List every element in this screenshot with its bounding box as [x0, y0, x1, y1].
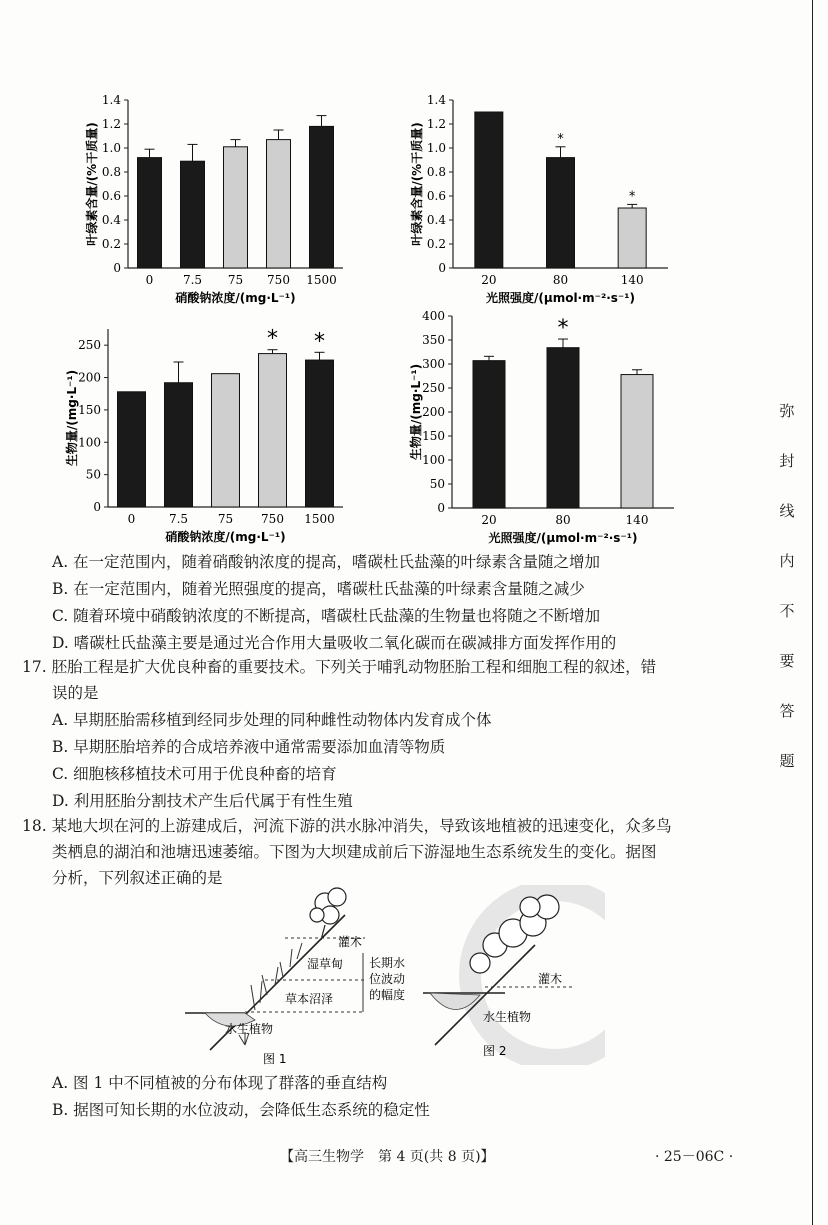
bar — [618, 208, 646, 268]
y-tick-label: 0.6 — [426, 189, 446, 203]
q17-option-a: A. 早期胚胎需移植到经同步处理的同种雌性动物体内发育成个体 — [52, 711, 492, 729]
y-tick-label: 0.2 — [426, 237, 446, 251]
q17-option-c: C. 细胞核移植技术可用于优良种畜的培育 — [52, 765, 337, 783]
margin-char: 弥 — [779, 402, 795, 420]
chart-chlorophyll-light — [405, 88, 685, 312]
significance-star: * — [557, 131, 564, 147]
y-tick-label: 1.2 — [426, 117, 446, 131]
margin-char: 内 — [779, 552, 795, 570]
y-tick-label: 0.2 — [101, 237, 121, 251]
x-tick-label: 80 — [552, 273, 569, 287]
y-tick-label: 0 — [437, 501, 445, 515]
y-tick-label: 1.4 — [426, 93, 446, 107]
label-shrub-1: 灌木 — [338, 935, 363, 949]
label-range-1: 长期水 — [369, 956, 406, 970]
y-tick-label: 1.2 — [101, 117, 121, 131]
margin-char: 答 — [779, 702, 795, 720]
y-tick-label: 250 — [78, 338, 101, 353]
y-tick-label: 200 — [78, 370, 101, 385]
bar — [547, 158, 575, 268]
footer-page-info: 【高三生物学 第 4 页(共 8 页)】 — [280, 1149, 495, 1165]
chart-svg — [400, 308, 690, 546]
bar — [267, 140, 291, 268]
y-tick-label: 200 — [422, 405, 445, 419]
y-tick-label: 400 — [422, 309, 445, 323]
y-tick-label: 1.0 — [101, 141, 121, 155]
margin-char: 要 — [779, 652, 795, 670]
bar — [165, 383, 193, 507]
chart-svg — [405, 88, 685, 308]
chart-biomass-light — [400, 308, 690, 550]
q18-stem-line2: 类栖息的湖泊和池塘迅速萎缩。下图为大坝建成前后下游湿地生态系统发生的变化。据图 — [52, 843, 657, 861]
margin-char: 线 — [779, 502, 795, 520]
q17-option-d: D. 利用胚胎分割技术产生后代属于有性生殖 — [52, 792, 353, 810]
x-axis-title: 硝酸钠浓度/(mg·L⁻¹) — [175, 291, 296, 305]
x-tick-label: 7.5 — [168, 512, 189, 526]
label-range-3: 的幅度 — [369, 988, 406, 1002]
q17-stem-line2: 误的是 — [52, 684, 99, 702]
chart-svg — [80, 88, 360, 308]
margin-char: 不 — [779, 602, 795, 620]
y-tick-label: 0.4 — [426, 213, 446, 227]
chart-chlorophyll-nitrate — [80, 88, 360, 312]
y-axis-title: 叶绿素含量/(%干质量) — [85, 122, 99, 246]
y-tick-label: 1.4 — [101, 93, 121, 107]
x-axis-title: 光照强度/(μmol·m⁻²·s⁻¹) — [486, 291, 635, 305]
chart-svg — [60, 315, 360, 545]
margin-rule — [812, 0, 813, 1225]
q18-stem-line1: 18. 某地大坝在河的上游建成后，河流下游的洪水脉冲消失，导致该地植被的迅速变化，众多鸟 — [22, 817, 672, 835]
x-tick-label: 750 — [261, 512, 284, 526]
y-tick-label: 50 — [85, 467, 101, 482]
significance-star: * — [628, 189, 636, 205]
x-tick-label: 20 — [481, 273, 497, 287]
margin-char: 封 — [779, 452, 795, 470]
x-tick-label: 80 — [555, 513, 571, 527]
significance-star: * — [267, 326, 278, 352]
bar — [547, 348, 579, 508]
bar — [621, 375, 653, 508]
x-tick-label: 1500 — [304, 512, 335, 526]
x-tick-label: 140 — [620, 273, 644, 287]
fig1-caption: 图 1 — [263, 1052, 287, 1065]
y-axis-title: 生物量/(mg·L⁻¹) — [409, 363, 423, 461]
x-axis-title: 光照强度/(μmol·m⁻²·s⁻¹) — [488, 531, 638, 545]
x-tick-label: 75 — [217, 512, 234, 526]
y-tick-label: 50 — [429, 477, 445, 491]
y-tick-label: 350 — [422, 333, 445, 347]
bar — [212, 374, 240, 507]
q16-option-c: C. 随着环境中硝酸钠浓度的不断提高，嗜碳杜氏盐藻的生物量也将随之不断增加 — [52, 607, 601, 625]
y-tick-label: 0.8 — [101, 165, 121, 179]
q18-option-b: B. 据图可知长期的水位波动，会降低生态系统的稳定性 — [52, 1101, 430, 1119]
y-tick-label: 0.8 — [426, 165, 446, 179]
y-tick-label: 100 — [78, 435, 101, 450]
q16-option-a: A. 在一定范围内，随着硝酸钠浓度的提高，嗜碳杜氏盐藻的叶绿素含量随之增加 — [52, 553, 601, 571]
y-tick-label: 250 — [422, 381, 445, 395]
margin-char: 题 — [779, 752, 795, 770]
y-tick-label: 100 — [422, 453, 445, 467]
label-range-2: 位波动 — [369, 972, 406, 986]
x-tick-label: 75 — [227, 273, 244, 287]
label-aquatic-2: 水生植物 — [483, 1010, 532, 1024]
y-tick-label: 0.6 — [101, 189, 121, 203]
y-tick-label: 0 — [438, 261, 446, 275]
x-tick-label: 0 — [127, 512, 136, 526]
bar — [310, 126, 334, 268]
bar — [306, 360, 334, 507]
q16-option-b: B. 在一定范围内，随着光照强度的提高，嗜碳杜氏盐藻的叶绿素含量随之减少 — [52, 580, 585, 598]
y-tick-label: 150 — [422, 429, 445, 443]
label-aquatic-1: 水生植物 — [225, 1022, 274, 1036]
wetland-figure-svg — [185, 885, 605, 1065]
y-tick-label: 150 — [78, 402, 101, 417]
label-marsh: 草本沼泽 — [285, 992, 334, 1006]
y-tick-label: 0 — [113, 261, 121, 275]
bar — [138, 158, 162, 268]
q17-stem-line1: 17. 胚胎工程是扩大优良种畜的重要技术。下列关于哺乳动物胚胎工程和细胞工程的叙述，错 — [22, 658, 657, 676]
margin-seal-note — [774, 400, 800, 800]
y-tick-label: 300 — [422, 357, 445, 371]
x-tick-label: 140 — [625, 513, 649, 527]
q16-option-d: D. 嗜碳杜氏盐藻主要是通过光合作用大量吸收二氧化碳而在碳减排方面发挥作用的 — [52, 634, 617, 652]
y-tick-label: 1.0 — [426, 141, 446, 155]
chart-biomass-nitrate — [60, 315, 360, 549]
label-shrub-2: 灌木 — [538, 972, 563, 986]
q18-option-a: A. 图 1 中不同植被的分布体现了群落的垂直结构 — [52, 1074, 388, 1092]
x-tick-label: 1500 — [306, 273, 337, 287]
wetland-figure — [185, 885, 605, 1069]
significance-star: * — [314, 329, 325, 355]
fig2-caption: 图 2 — [483, 1044, 507, 1058]
bar — [224, 147, 248, 268]
bar — [475, 112, 503, 268]
x-tick-label: 7.5 — [182, 273, 203, 287]
footer-code: · 25－06C · — [655, 1149, 734, 1165]
bar — [118, 392, 146, 507]
x-tick-label: 0 — [145, 273, 154, 287]
y-tick-label: 0.4 — [101, 213, 121, 227]
q17-option-b: B. 早期胚胎培养的合成培养液中通常需要添加血清等物质 — [52, 738, 446, 756]
label-meadow: 湿草甸 — [307, 957, 344, 971]
q18-stem-line3: 分析，下列叙述正确的是 — [52, 869, 223, 887]
x-axis-title: 硝酸钠浓度/(mg·L⁻¹) — [165, 530, 286, 544]
bar — [181, 161, 205, 268]
bar — [473, 361, 505, 508]
significance-star: * — [557, 316, 569, 342]
y-tick-label: 0 — [93, 500, 101, 514]
y-axis-title: 叶绿素含量/(%干质量) — [410, 122, 424, 246]
x-tick-label: 750 — [267, 273, 290, 287]
bar — [259, 354, 287, 507]
y-axis-title: 生物量/(mg·L⁻¹) — [65, 369, 79, 467]
x-tick-label: 20 — [481, 513, 497, 527]
